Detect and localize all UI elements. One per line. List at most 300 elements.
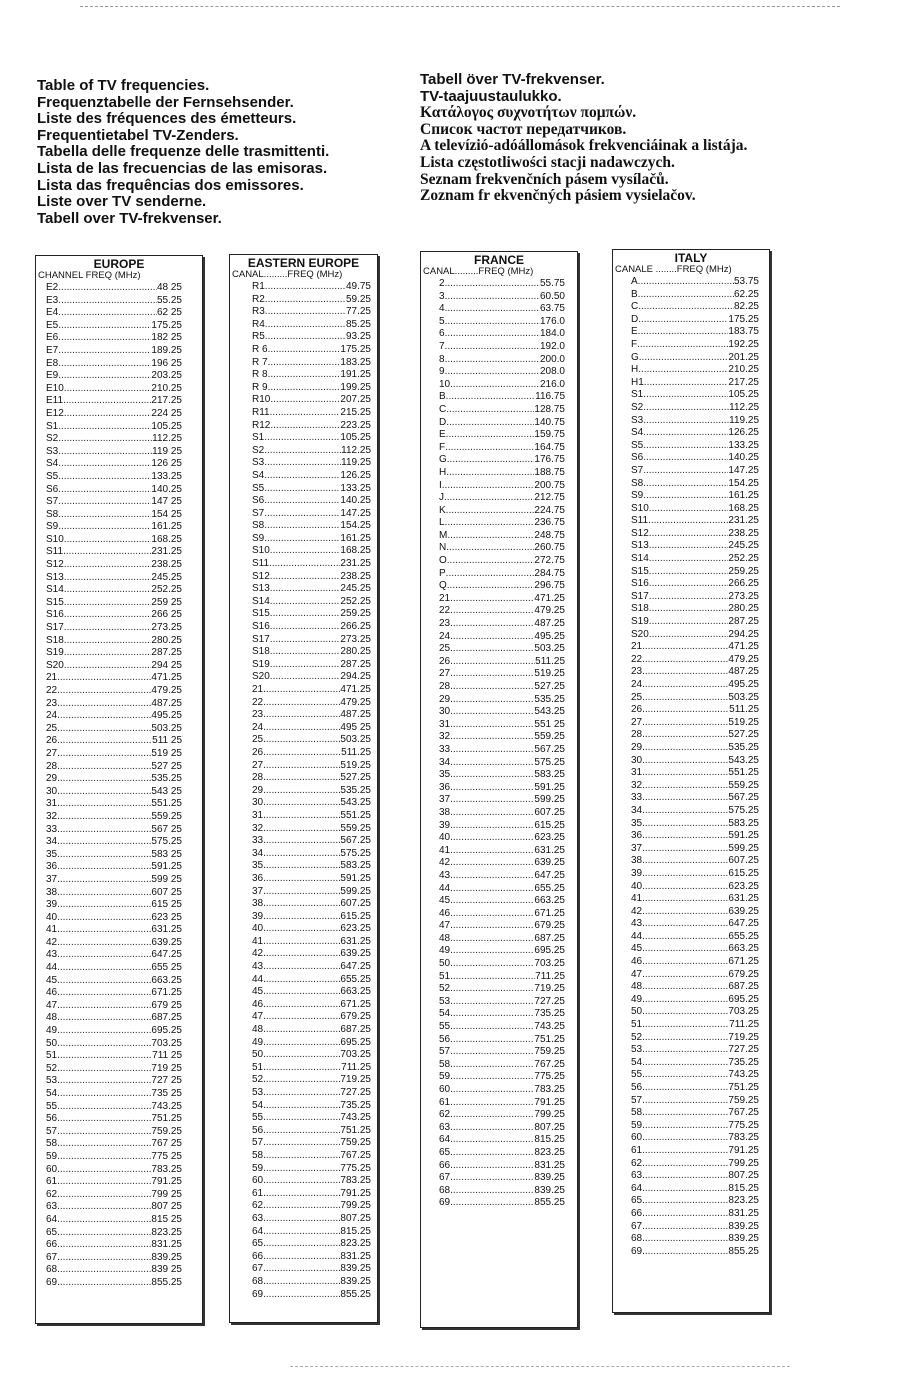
frequency-cell: 59.25 (345, 293, 371, 305)
dot-leader (263, 986, 340, 999)
channel-cell: 30 (46, 785, 58, 797)
frequency-cell: 623 25 (151, 911, 182, 923)
dot-leader (263, 999, 340, 1012)
table-row (36, 685, 202, 698)
frequency-cell: 252.25 (340, 595, 371, 607)
frequency-cell: 175.25 (340, 343, 371, 355)
channel-cell: 32 (631, 779, 643, 791)
frequency-cell: 687.25 (728, 981, 759, 993)
channel-cell: C (439, 403, 447, 415)
dot-leader (264, 508, 340, 521)
table-row (36, 1126, 202, 1139)
frequency-cell: 807 25 (151, 1201, 182, 1213)
table-row (613, 641, 769, 654)
table-row (613, 326, 769, 339)
channel-cell: H (631, 364, 639, 376)
channel-cell: S17 (46, 622, 64, 634)
table-row (230, 936, 377, 949)
dot-leader (57, 761, 151, 774)
channel-cell: 45 (631, 943, 643, 955)
table-row (36, 824, 202, 837)
frequency-cell: 479.25 (340, 696, 371, 708)
table-row (36, 1050, 202, 1063)
table-row (36, 370, 202, 383)
dot-leader (57, 937, 151, 950)
dot-leader (446, 467, 534, 480)
frequency-cell: 831.25 (534, 1159, 565, 1171)
frequency-cell: 839.25 (534, 1172, 565, 1184)
channel-cell: S16 (631, 578, 649, 590)
table-row (421, 291, 577, 304)
dot-leader (642, 1221, 728, 1234)
frequency-cell: 519 25 (151, 747, 182, 759)
dot-leader (58, 370, 151, 383)
channel-cell: 27 (439, 668, 451, 680)
dot-leader (263, 1276, 340, 1289)
dot-leader (263, 709, 340, 722)
dot-leader (450, 870, 534, 883)
frequency-cell: 105.25 (340, 432, 371, 444)
frequency-cell: 615.25 (534, 819, 565, 831)
channel-cell: 35 (252, 860, 264, 872)
dot-leader (264, 457, 341, 470)
dot-leader (450, 656, 535, 669)
table-row (613, 1208, 769, 1221)
dot-leader (450, 631, 534, 644)
channel-cell: 56 (46, 1113, 58, 1125)
channel-cell: 42 (252, 948, 264, 960)
frequency-cell: 679.25 (340, 1011, 371, 1023)
table-row (36, 1189, 202, 1202)
frequency-cell: 575.25 (728, 804, 759, 816)
channel-cell: 59 (631, 1119, 643, 1131)
channel-cell: S11 (252, 558, 270, 570)
channel-cell: R2 (252, 293, 265, 305)
dot-leader (642, 868, 728, 881)
frequency-cell: 647.25 (728, 918, 759, 930)
channel-cell: 54 (439, 1008, 451, 1020)
dot-leader (642, 981, 728, 994)
channel-cell: S10 (46, 533, 64, 545)
table-row (230, 382, 377, 395)
table-row (36, 698, 202, 711)
table-row (230, 1137, 377, 1150)
frequency-cell: 807.25 (534, 1121, 565, 1133)
table-row (230, 1150, 377, 1163)
frequency-cell: 703.25 (534, 958, 565, 970)
channel-cell: S14 (252, 595, 270, 607)
channel-cell: 26 (439, 655, 451, 667)
dot-leader (450, 971, 535, 984)
dot-leader (450, 593, 534, 606)
channel-cell: 10 (439, 378, 451, 390)
frequency-cell: 711.25 (729, 1019, 759, 1031)
channel-cell: S1 (252, 432, 265, 444)
table-row (230, 1200, 377, 1213)
table-row (230, 646, 377, 659)
frequency-cell: 623.25 (534, 832, 565, 844)
dot-leader (642, 1107, 728, 1120)
frequency-cell: 511 25 (152, 735, 182, 747)
frequency-cell: 663.25 (534, 895, 565, 907)
table-row (421, 971, 577, 984)
channel-cell: 41 (631, 893, 643, 905)
table-row (421, 769, 577, 782)
table-row (230, 1037, 377, 1050)
frequency-cell: 711.25 (341, 1061, 371, 1073)
frequency-cell: 831.25 (340, 1250, 371, 1262)
table-row (613, 503, 769, 516)
frequency-cell: 839.25 (340, 1263, 371, 1275)
table-row (613, 352, 769, 365)
frequency-cell: 183.75 (728, 326, 759, 338)
table-row (36, 1075, 202, 1088)
frequency-cell: 543.25 (728, 754, 759, 766)
table-row (421, 1197, 577, 1210)
dot-leader (57, 1164, 151, 1177)
frequency-cell: 751.25 (728, 1082, 759, 1093)
frequency-cell: 639.25 (728, 905, 759, 917)
dot-leader (643, 389, 728, 402)
dot-leader (58, 421, 151, 434)
frequency-cell: 743.25 (728, 1069, 759, 1081)
dot-leader (57, 1025, 151, 1038)
channel-cell: E (439, 429, 446, 441)
frequency-cell: 60.50 (539, 290, 565, 302)
dot-leader (270, 420, 340, 433)
table-row (613, 452, 769, 465)
dot-leader (57, 924, 151, 937)
france-rows (421, 277, 577, 1210)
frequency-cell: 175.25 (728, 313, 759, 325)
frequency-cell: 471.25 (151, 672, 182, 684)
frequency-cell: 471.25 (534, 592, 565, 604)
title-line: Список частот передатчиков. (420, 120, 627, 138)
frequency-cell: 615.25 (340, 910, 371, 922)
channel-cell: 46 (439, 907, 451, 919)
channel-cell: 66 (252, 1250, 264, 1262)
frequency-cell: 273.25 (340, 633, 371, 645)
channel-cell: 36 (439, 781, 451, 793)
channel-cell: 57 (631, 1094, 643, 1106)
table-row (613, 692, 769, 705)
table-row (36, 421, 202, 434)
dot-leader (57, 949, 151, 962)
dot-leader (263, 911, 340, 924)
table-row (36, 1176, 202, 1189)
channel-cell: S7 (631, 464, 644, 476)
table-row (230, 1024, 377, 1037)
dot-leader (450, 807, 534, 820)
channel-cell: 51 (631, 1019, 643, 1031)
dot-leader (450, 757, 534, 770)
channel-cell: 30 (439, 706, 451, 718)
table-row (230, 760, 377, 773)
dot-leader (263, 948, 340, 961)
table-row (421, 857, 577, 870)
title-line: Tabella delle frequenze delle trasmittenti. (37, 143, 330, 161)
dot-leader (57, 672, 151, 685)
dot-leader (263, 1263, 340, 1276)
channel-cell: 66 (439, 1159, 451, 1171)
frequency-cell: 831.25 (728, 1207, 759, 1219)
frequency-cell: 727.25 (340, 1087, 371, 1098)
dot-leader (58, 332, 151, 345)
dot-leader (638, 364, 728, 377)
table-row (36, 509, 202, 522)
dot-leader (642, 906, 728, 919)
table-row (36, 345, 202, 358)
table-row (613, 767, 769, 780)
table-row (613, 1044, 769, 1057)
dot-leader (445, 316, 540, 329)
channel-cell: R12 (252, 419, 271, 431)
table-row (421, 656, 577, 669)
dot-leader (642, 1145, 728, 1158)
frequency-cell: 599 25 (151, 873, 182, 885)
dot-leader (263, 936, 340, 949)
frequency-cell: 82.25 (733, 301, 759, 313)
channel-cell: E2 (46, 282, 59, 293)
table-row (421, 807, 577, 820)
dot-leader (57, 1277, 151, 1290)
dot-leader (642, 729, 728, 742)
table-row (613, 616, 769, 629)
channel-cell: Q (439, 580, 447, 592)
channel-cell: 65 (631, 1195, 643, 1207)
frequency-cell: 751.25 (151, 1113, 182, 1125)
frequency-cell: 799.25 (340, 1200, 371, 1212)
table-row (36, 1239, 202, 1252)
table-row (230, 986, 377, 999)
table-row (421, 1160, 577, 1173)
channel-cell: S19 (46, 647, 64, 659)
table-row (36, 295, 202, 308)
frequency-cell: 623.25 (340, 923, 371, 935)
channel-cell: 25 (631, 691, 643, 703)
channel-cell: 64 (439, 1134, 451, 1146)
frequency-cell: 175.25 (151, 319, 182, 331)
dot-leader (64, 622, 152, 635)
frequency-cell: 775 25 (151, 1150, 182, 1162)
table-row (613, 364, 769, 377)
table-row (230, 1087, 377, 1100)
table-row (36, 987, 202, 1000)
frequency-cell: 783.25 (340, 1175, 371, 1187)
frequency-cell: 831.25 (151, 1239, 182, 1251)
table-row (421, 1172, 577, 1185)
dot-leader (450, 832, 534, 845)
table-row (36, 836, 202, 849)
table-row (230, 671, 377, 684)
dot-leader (649, 566, 729, 579)
table-row (230, 772, 377, 785)
frequency-cell: 647.25 (340, 961, 371, 973)
frequency-cell: 511.25 (535, 655, 565, 667)
frequency-cell: 184.0 (539, 328, 565, 340)
table-row (421, 643, 577, 656)
channel-cell: 57 (46, 1125, 58, 1137)
frequency-cell: 615 25 (151, 899, 182, 911)
dot-leader (263, 1163, 340, 1176)
frequency-cell: 176.0 (539, 315, 565, 327)
channel-cell: 46 (631, 956, 643, 968)
dot-leader (450, 1059, 534, 1072)
table-row (36, 710, 202, 723)
channel-cell: 58 (252, 1149, 264, 1161)
dot-leader (268, 357, 341, 370)
channel-cell: 55 (46, 1100, 58, 1112)
dot-leader (450, 1084, 534, 1097)
frequency-cell: 287.25 (340, 658, 371, 670)
table-row (613, 994, 769, 1007)
channel-cell: 61 (439, 1096, 451, 1108)
channel-cell: E10 (46, 382, 64, 394)
dot-leader (644, 377, 729, 390)
dot-leader (446, 404, 534, 417)
frequency-cell: 607.25 (534, 806, 565, 818)
table-row (230, 810, 377, 823)
channel-cell: S12 (631, 527, 649, 539)
channel-cell: 43 (252, 961, 264, 973)
frequency-cell: 200.75 (534, 479, 565, 491)
dot-leader (58, 521, 151, 534)
frequency-cell: 543.25 (340, 797, 371, 809)
dot-leader (642, 994, 728, 1007)
frequency-cell: 527.25 (340, 772, 371, 784)
frequency-cell: 284.75 (534, 567, 565, 579)
table-row (230, 1125, 377, 1138)
dot-leader (642, 830, 728, 843)
table-row (421, 580, 577, 593)
channel-cell: S2 (46, 433, 59, 445)
frequency-cell: 743.25 (534, 1021, 565, 1033)
channel-cell: 58 (46, 1138, 58, 1150)
dot-leader (450, 1046, 534, 1059)
dot-leader (642, 792, 728, 805)
table-row (421, 1046, 577, 1059)
channel-cell: 52 (631, 1031, 643, 1043)
frequency-cell: 215.25 (340, 406, 371, 418)
table-row (421, 517, 577, 530)
table-row (36, 1252, 202, 1265)
dot-leader (57, 1113, 151, 1126)
dot-leader (265, 319, 346, 332)
channel-cell: 37 (252, 885, 264, 897)
table-row (36, 1101, 202, 1114)
frequency-cell: 126.25 (728, 427, 759, 439)
table-row (230, 495, 377, 508)
frequency-cell: 201.25 (728, 351, 759, 363)
frequency-cell: 799.25 (728, 1157, 759, 1169)
table-row (613, 755, 769, 768)
frequency-cell: 719.25 (728, 1031, 759, 1043)
frequency-cell: 280.25 (728, 603, 759, 615)
dot-leader (64, 572, 152, 585)
dot-leader (450, 744, 534, 757)
frequency-cell: 551 25 (534, 718, 565, 730)
frequency-cell: 759.25 (151, 1125, 182, 1137)
channel-cell: R4 (252, 318, 265, 330)
eastern-europe-rows (230, 280, 377, 1301)
table-row (36, 1088, 202, 1101)
title-line: Lista częstotliwości stacji nadawczych. (420, 153, 675, 171)
table-row (36, 735, 202, 748)
frequency-cell: 567 25 (151, 823, 182, 835)
channel-cell: R1 (252, 281, 265, 292)
channel-cell: 31 (439, 718, 451, 730)
table-row (421, 945, 577, 958)
channel-cell: S8 (46, 508, 59, 520)
channel-cell: 6 (439, 328, 445, 340)
frequency-cell: 735.25 (534, 1008, 565, 1020)
table-row (421, 366, 577, 379)
dot-leader (642, 1044, 728, 1057)
dot-leader (63, 546, 151, 559)
table-row (613, 956, 769, 969)
frequency-cell: 543 25 (151, 785, 182, 797)
channel-cell: 35 (631, 817, 643, 829)
table-row (421, 467, 577, 480)
dot-leader (264, 495, 340, 508)
frequency-cell: 527 25 (151, 760, 182, 772)
table-row (230, 571, 377, 584)
dot-leader (450, 845, 534, 858)
frequency-cell: 495 25 (340, 721, 371, 733)
table-row (613, 893, 769, 906)
frequency-cell: 743.25 (151, 1100, 182, 1112)
table-row (421, 996, 577, 1009)
dot-leader (58, 358, 151, 371)
channel-cell: E11 (46, 395, 64, 407)
table-row (613, 780, 769, 793)
channel-cell: 48 (439, 932, 451, 944)
table-row (36, 672, 202, 685)
table-row (613, 868, 769, 881)
dot-leader (64, 408, 152, 421)
dot-leader (58, 484, 151, 497)
channel-cell: 44 (46, 962, 58, 974)
frequency-cell: 280.25 (340, 646, 371, 658)
channel-cell: B (631, 288, 638, 300)
channel-cell: 52 (46, 1062, 58, 1074)
table-row (36, 1164, 202, 1177)
table-row (230, 1251, 377, 1264)
channel-cell: 21 (46, 672, 58, 684)
dot-leader (64, 660, 152, 673)
table-row (421, 1122, 577, 1135)
table-row (421, 568, 577, 581)
dot-leader (643, 415, 729, 428)
frequency-cell: 154.25 (728, 477, 759, 489)
channel-cell: S10 (631, 502, 649, 514)
frequency-cell: 487.25 (534, 618, 565, 630)
table-row (613, 478, 769, 491)
channel-cell: 31 (46, 798, 58, 810)
table-row (613, 540, 769, 553)
dot-leader (263, 1175, 340, 1188)
table-row (421, 542, 577, 555)
dot-leader (648, 515, 728, 528)
dot-leader (642, 1208, 728, 1221)
dot-leader (264, 483, 340, 496)
frequency-cell: 791.25 (534, 1096, 565, 1108)
dot-leader (57, 710, 151, 723)
dot-leader (642, 1183, 728, 1196)
table-row (613, 881, 769, 894)
dot-leader (642, 1120, 728, 1133)
dot-leader (642, 918, 728, 931)
